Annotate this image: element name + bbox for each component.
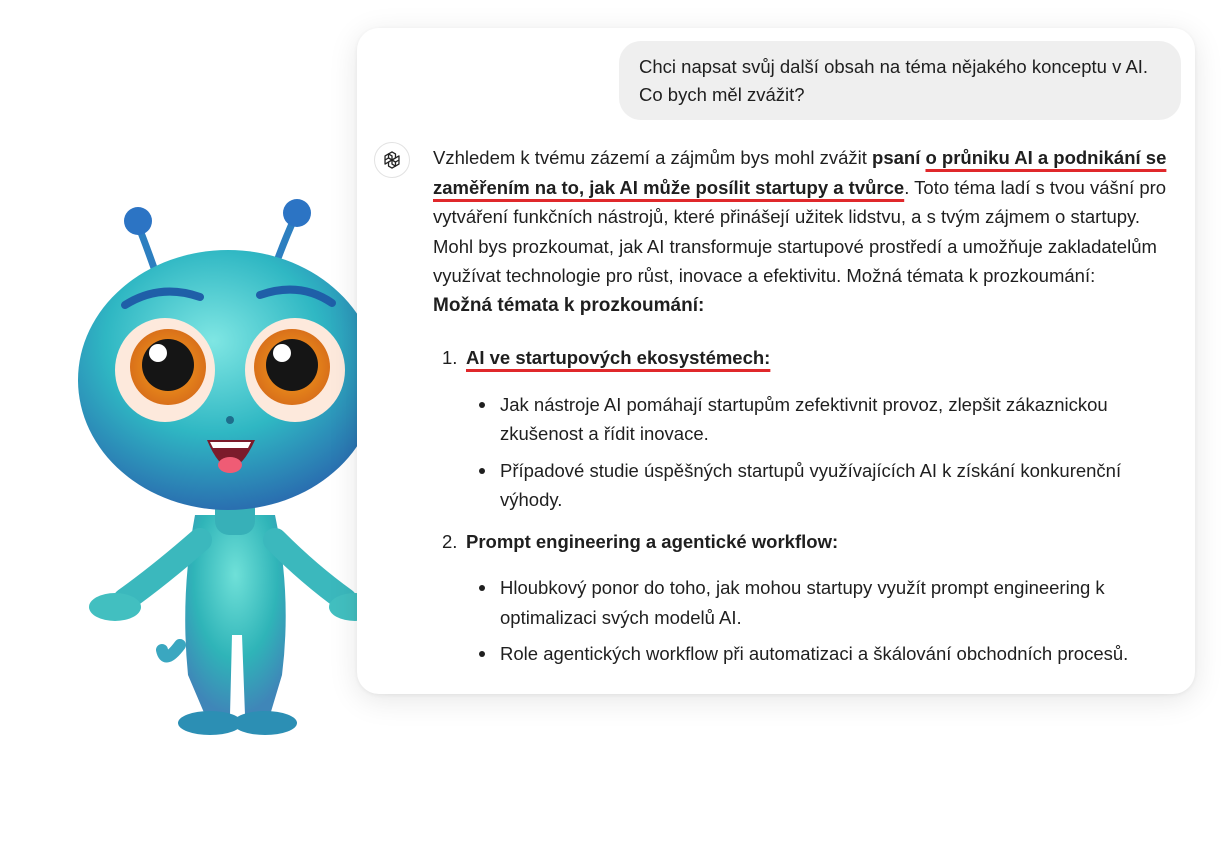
alien-mascot-illustration [70, 195, 390, 755]
intro-bold-lead: psaní [872, 147, 926, 168]
topic-title: AI ve startupových ekosystémech: [466, 347, 771, 368]
user-message-text: Chci napsat svůj další obsah na téma nějakého konceptu v AI. Co bych měl zvážit? [639, 56, 1149, 105]
bullet-item: Jak nástroje AI pomáhají startupům zefektivnit provoz, zlepšit zákaznickou zkušenost a řídit inovace. [433, 390, 1173, 449]
assistant-avatar [374, 142, 410, 178]
assistant-answer [433, 143, 1173, 676]
user-message-bubble [619, 41, 1181, 120]
topic-item [433, 527, 1173, 557]
topic-bullet-list [433, 390, 1173, 515]
topic-item [433, 343, 1173, 373]
topic-title: Prompt engineering a agentické workflow: [466, 530, 839, 552]
openai-logo-icon [381, 149, 403, 171]
intro-text-end: . Toto téma ladí s tvou vášní pro vytváření funkčních nástrojů, které přinášejí užitek lidstvu, a s tvým zájmem o startupy. Mohl bys prozkoumat, jak AI transformuje startupové prostředí a umožňuje zakladatelům využívat technologie pro růst, inovace a efektivitu. Možná témata k prozkoumání: [433, 176, 1167, 286]
bullet-item: Případové studie úspěšných startupů využívajících AI k získání konkurenční výhody. [433, 456, 1173, 515]
chat-card [357, 28, 1195, 694]
topic-number: 2. [442, 530, 458, 552]
intro-highlighted-phrase: o průniku AI a podnikání se zaměřením na to, jak AI může posílit startupy a tvůrce [433, 147, 1167, 198]
section-heading: Možná témata k prozkoumání: [433, 294, 705, 316]
topic-number: 1. [442, 347, 458, 368]
bullet-item: Role agentických workflow při automatizaci a škálování obchodních procesů. [433, 639, 1173, 669]
intro-text-start: Vzhledem k tvému zázemí a zájmům bys mohl zvážit [433, 147, 873, 168]
answer-intro [433, 143, 1173, 291]
bullet-item: Hloubkový ponor do toho, jak mohou startupy využít prompt engineering k optimalizaci svých modelů AI. [433, 573, 1173, 632]
topic-bullet-list [433, 573, 1173, 669]
